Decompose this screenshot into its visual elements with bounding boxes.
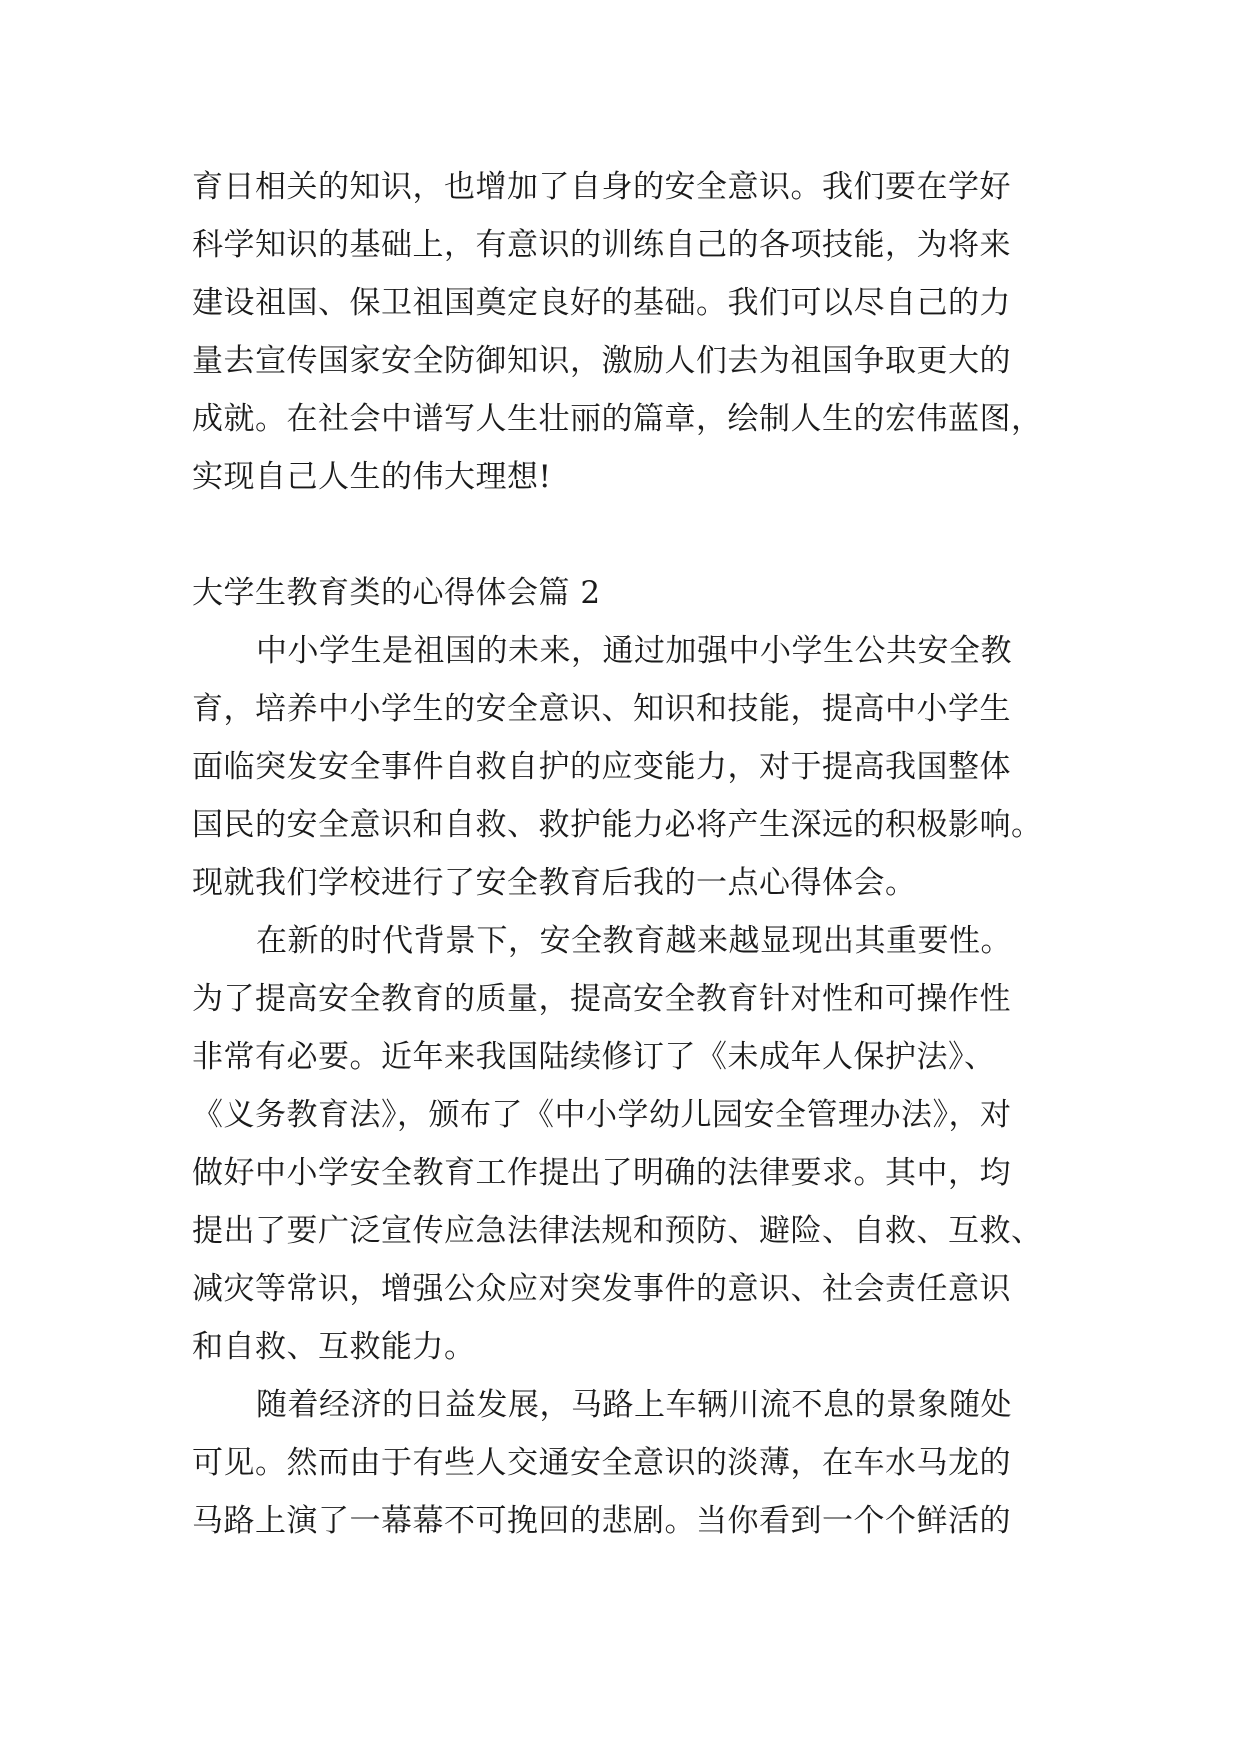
text-line: 科学知识的基础上，有意识的训练自己的各项技能，为将来 [192, 227, 1011, 263]
paragraph-1 [192, 622, 1052, 912]
text-line: 做好中小学安全教育工作提出了明确的法律要求。其中，均 [192, 1155, 1011, 1191]
text-line: 为了提高安全教育的质量，提高安全教育针对性和可操作性 [192, 981, 1011, 1017]
text-line: 和自救、互救能力。 [192, 1329, 476, 1365]
text-line: 国民的安全意识和自救、救护能力必将产生深远的积极影响。 [192, 807, 1043, 843]
text-line: 在新的时代背景下，安全教育越来越显现出其重要性。 [256, 923, 1012, 959]
text-line: 马路上演了一幕幕不可挽回的悲剧。当你看到一个个鲜活的 [192, 1503, 1011, 1539]
text-line: 随着经济的日益发展，马路上车辆川流不息的景象随处 [256, 1387, 1012, 1423]
text-line: 育，培养中小学生的安全意识、知识和技能，提高中小学生 [192, 691, 1011, 727]
paragraph-2 [192, 912, 1052, 1376]
previous-section-continuation [192, 158, 1052, 506]
section-heading: 大学生教育类的心得体会篇 2 [192, 575, 601, 611]
text-line: 提出了要广泛宣传应急法律法规和预防、避险、自救、互救、 [192, 1213, 1043, 1249]
text-line: 成就。在社会中谱写人生壮丽的篇章，绘制人生的宏伟蓝图， [192, 401, 1043, 437]
text-line: 面临突发安全事件自救自护的应变能力，对于提高我国整体 [192, 749, 1011, 785]
text-line: 量去宣传国家安全防御知识，激励人们去为祖国争取更大的 [192, 343, 1011, 379]
text-line: 非常有必要。近年来我国陆续修订了《未成年人保护法》、 [192, 1039, 996, 1075]
text-line: 育日相关的知识，也增加了自身的安全意识。我们要在学好 [192, 169, 1011, 205]
paragraph-3 [192, 1376, 1052, 1550]
text-line: 可见。然而由于有些人交通安全意识的淡薄，在车水马龙的 [192, 1445, 1011, 1481]
text-line: 《义务教育法》，颁布了《中小学幼儿园安全管理办法》，对 [192, 1097, 1012, 1133]
text-line: 现就我们学校进行了安全教育后我的一点心得体会。 [192, 865, 917, 901]
text-line: 中小学生是祖国的未来，通过加强中小学生公共安全教 [256, 633, 1012, 669]
section-2 [192, 564, 1052, 1550]
text-line: 实现自己人生的伟大理想! [192, 459, 552, 495]
text-line: 建设祖国、保卫祖国奠定良好的基础。我们可以尽自己的力 [192, 285, 1011, 321]
text-line: 减灾等常识，增强公众应对突发事件的意识、社会责任意识 [192, 1271, 1011, 1307]
